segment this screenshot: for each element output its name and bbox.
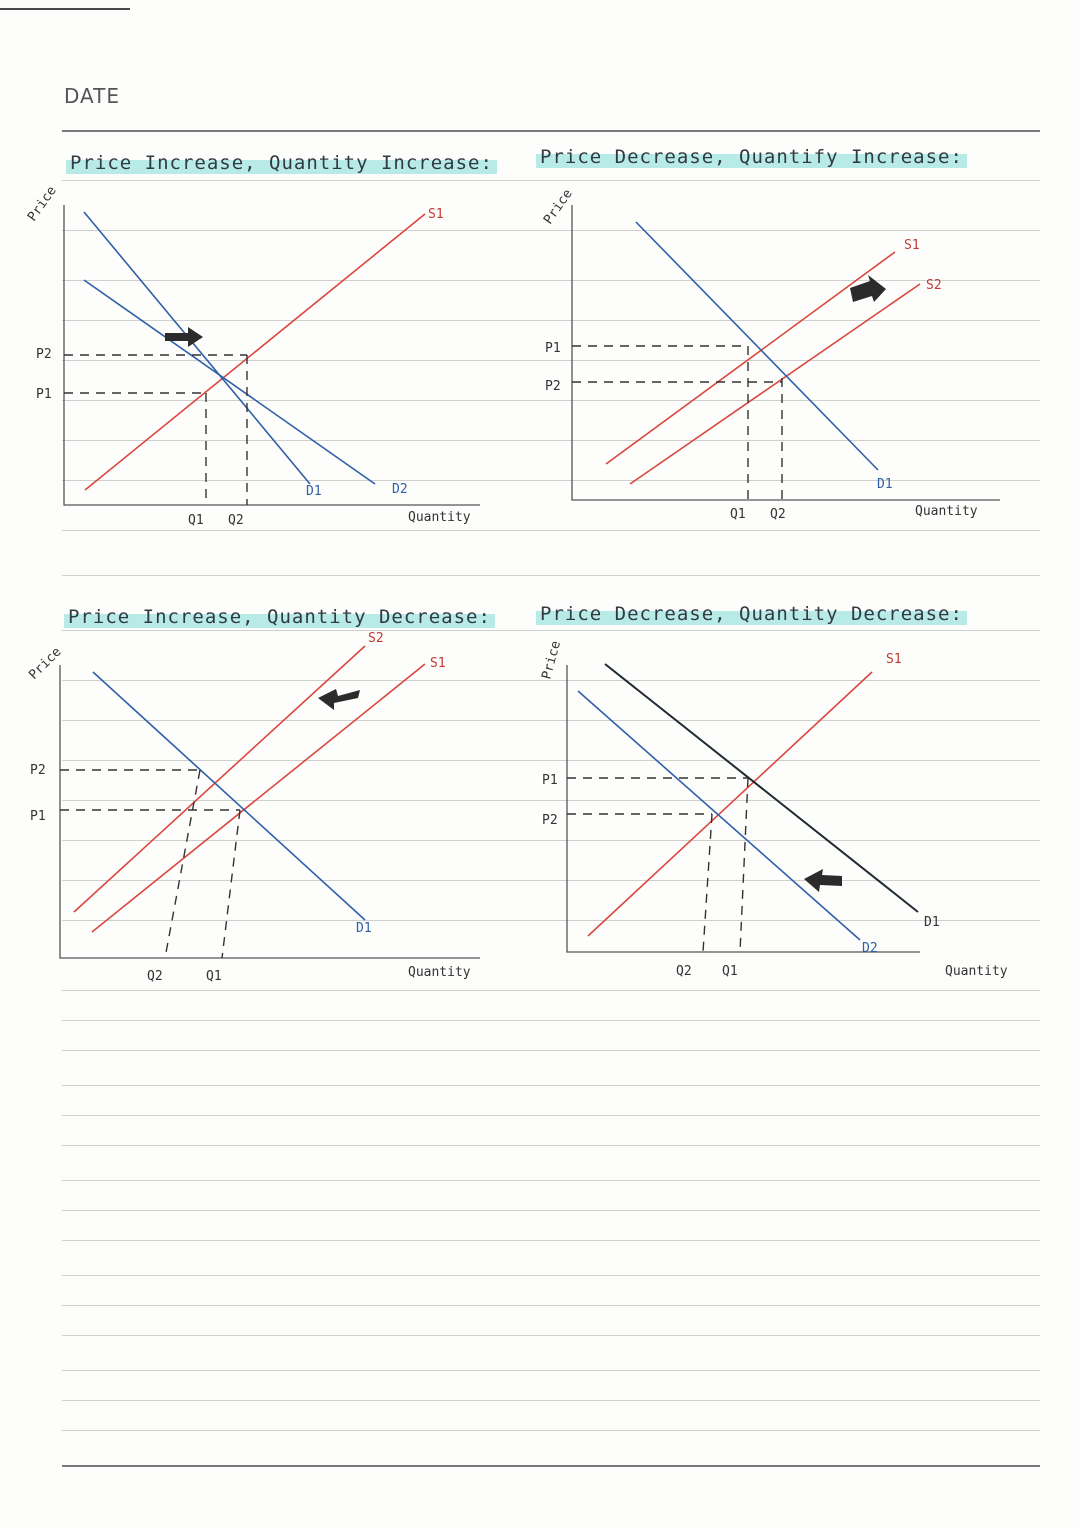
chart2-supply-label-s2: S2 — [926, 278, 942, 293]
chart3-y-axis-label: Price — [26, 644, 65, 683]
chart2-supply-s1 — [606, 252, 895, 464]
chart3-price-label-p2: P2 — [30, 763, 46, 778]
chart3-supply-label-s2: S2 — [368, 631, 384, 646]
chart4-quantity-label-q1: Q1 — [722, 964, 738, 979]
chart1-demand-label-d1: D1 — [306, 484, 322, 499]
chart4-guide-q1 — [740, 778, 748, 952]
chart1-demand-d2 — [84, 280, 375, 484]
chart4-demand-d2 — [578, 691, 860, 940]
chart4-demand-label-d1: D1 — [924, 915, 940, 930]
chart3-guide-q2 — [165, 770, 200, 958]
chart4-supply-label-s1: S1 — [886, 652, 902, 667]
chart4-quantity-label-q2: Q2 — [676, 964, 692, 979]
chart-price-increase-quantity-increase — [25, 183, 480, 528]
chart-price-increase-quantity-decrease — [26, 631, 480, 984]
chart3-x-axis-label: Quantity — [408, 965, 471, 980]
chart2-price-label-p2: P2 — [545, 379, 561, 394]
chart1-price-label-p1: P1 — [36, 387, 52, 402]
chart1-demand-label-d2: D2 — [392, 482, 408, 497]
chart4-price-label-p2: P2 — [542, 813, 558, 828]
chart2-quantity-label-q1: Q1 — [730, 507, 746, 522]
chart2-supply-label-s1: S1 — [904, 238, 920, 253]
chart2-x-axis-label: Quantity — [915, 504, 978, 519]
date-label: DATE — [64, 84, 121, 108]
chart4-y-axis-label: Price — [539, 639, 564, 682]
chart4-x-axis-label: Quantity — [945, 964, 1008, 979]
heading-price-increase-quantity-decrease: Price Increase, Quantity Decrease: — [64, 604, 495, 630]
chart2-supply-s2 — [630, 284, 920, 484]
chart4-demand-label-d2: D2 — [862, 941, 878, 956]
chart1-quantity-label-q2: Q2 — [228, 513, 244, 528]
heading-price-decrease-quantity-decrease: Price Decrease, Quantity Decrease: — [536, 601, 967, 627]
chart4-guide-q2 — [703, 814, 712, 952]
chart-price-decrease-quantity-decrease — [539, 639, 1007, 979]
chart3-supply-s2 — [74, 646, 365, 912]
chart4-demand-d1 — [605, 664, 918, 912]
chart3-price-label-p1: P1 — [30, 809, 46, 824]
chart4-shift-left-arrow-icon — [804, 869, 842, 892]
chart2-demand-label-d1: D1 — [877, 477, 893, 492]
heading-price-increase-quantity-increase: Price Increase, Quantity Increase: — [66, 150, 497, 176]
chart1-y-axis-label: Price — [24, 183, 60, 225]
chart3-guide-q1 — [222, 810, 240, 958]
chart3-supply-s1 — [92, 664, 425, 932]
chart3-axes — [60, 665, 480, 958]
chart2-axes — [572, 205, 1000, 500]
chart1-shift-right-arrow-icon — [165, 327, 203, 347]
chart3-demand-label-d1: D1 — [356, 921, 372, 936]
chart4-supply-s1 — [588, 672, 872, 936]
chart3-supply-label-s1: S1 — [430, 656, 446, 671]
chart3-quantity-label-q1: Q1 — [206, 969, 222, 984]
heading-price-decrease-quantity-increase: Price Decrease, Quantify Increase: — [536, 144, 967, 170]
chart3-shift-left-arrow-icon — [318, 689, 360, 710]
chart3-quantity-label-q2: Q2 — [147, 969, 163, 984]
chart3-demand-d1 — [93, 672, 365, 920]
chart1-price-label-p2: P2 — [36, 347, 52, 362]
chart4-axes — [567, 665, 920, 952]
chart2-shift-right-arrow-icon — [850, 275, 886, 302]
chart2-quantity-label-q2: Q2 — [770, 507, 786, 522]
chart2-price-label-p1: P1 — [545, 341, 561, 356]
chart1-supply-s1 — [85, 214, 425, 490]
chart1-x-axis-label: Quantity — [408, 510, 471, 525]
chart2-y-axis-label: Price — [540, 186, 576, 228]
chart1-axes — [64, 205, 480, 505]
chart1-quantity-label-q1: Q1 — [188, 513, 204, 528]
chart1-supply-label-s1: S1 — [428, 207, 444, 222]
chart4-price-label-p1: P1 — [542, 773, 558, 788]
chart1-demand-d1 — [84, 212, 310, 484]
chart-price-decrease-quantity-increase — [541, 186, 1000, 522]
